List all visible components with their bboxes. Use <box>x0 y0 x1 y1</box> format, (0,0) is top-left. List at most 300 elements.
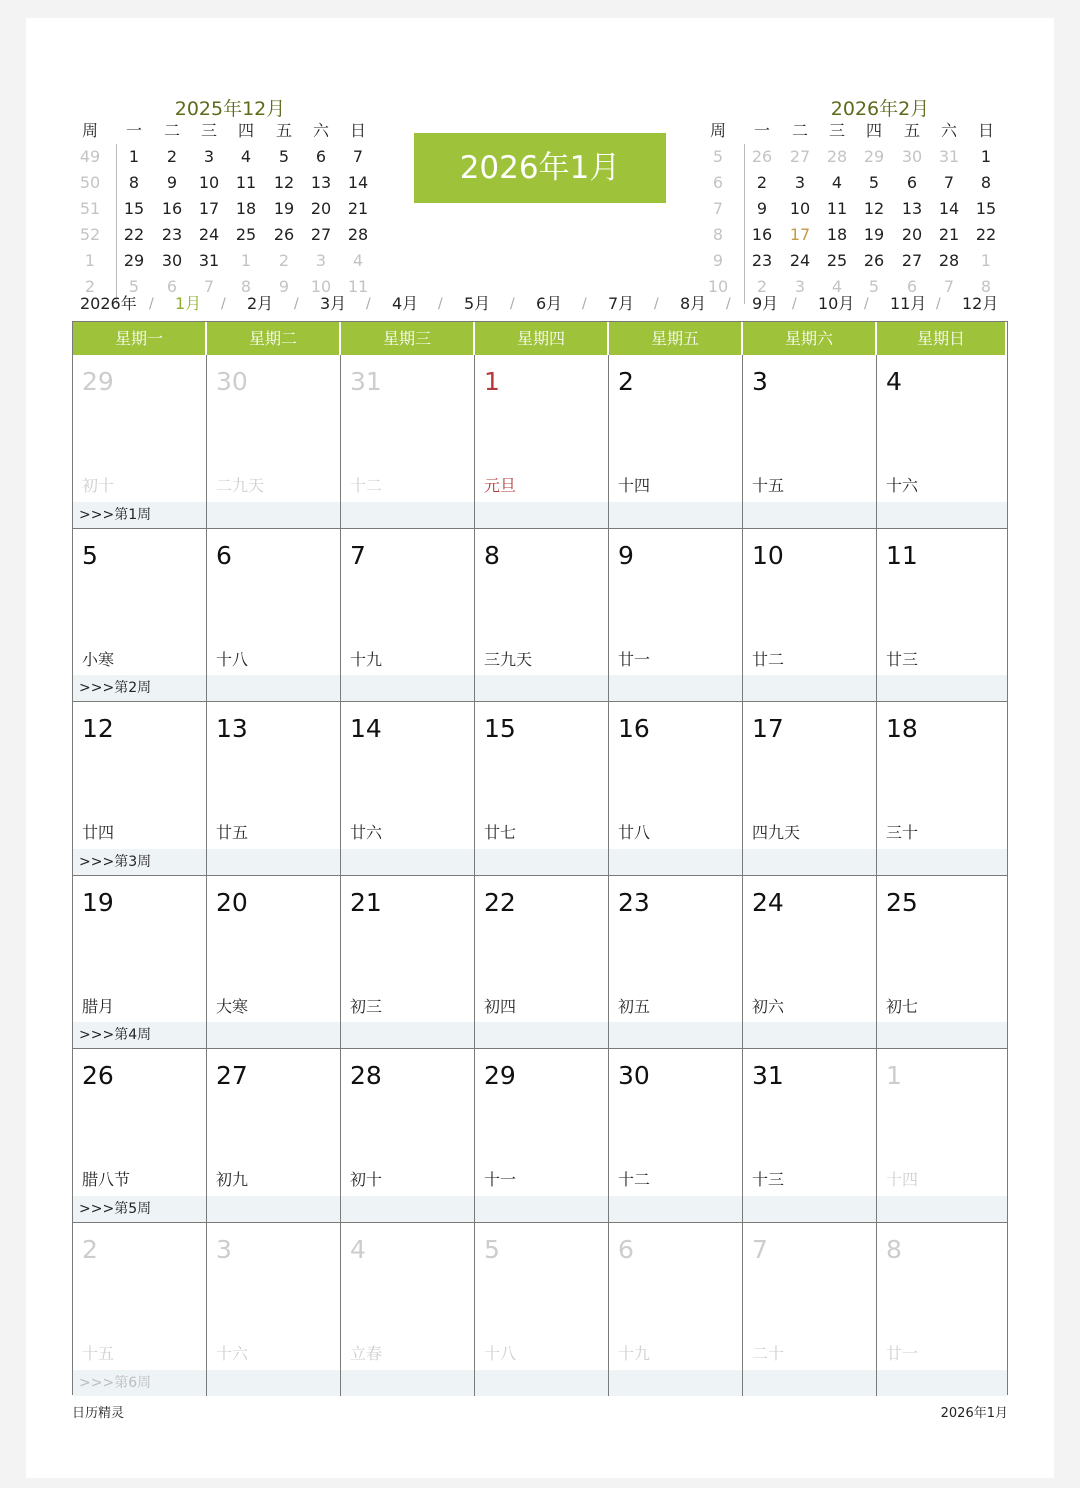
week-band <box>877 1370 1007 1396</box>
mini-day: 17 <box>789 225 811 244</box>
lunar-date: 初三 <box>350 996 383 1016</box>
mini-day: 16 <box>161 199 183 218</box>
weekday-header: 星期二 <box>207 322 341 355</box>
lunar-date: 大寒 <box>216 996 249 1016</box>
lunar-date: 初十 <box>350 1170 383 1189</box>
nav-month-link[interactable]: 7月 <box>608 294 635 313</box>
mini-day: 24 <box>789 251 811 270</box>
mini-weekday-label: 一 <box>125 121 142 140</box>
day-number: 25 <box>886 887 918 917</box>
mini-day: 9 <box>756 199 768 218</box>
weekday-header: 星期五 <box>609 322 743 355</box>
mini-day: 11 <box>347 277 369 296</box>
mini-day: 14 <box>938 199 960 218</box>
mini-day: 10 <box>310 277 332 296</box>
day-number: 7 <box>752 1234 768 1264</box>
week-band <box>207 1196 340 1222</box>
lunar-date: 腊月 <box>82 996 115 1016</box>
nav-month-link[interactable]: 11月 <box>890 294 927 313</box>
nav-month-link[interactable]: 12月 <box>962 294 999 313</box>
mini-day: 7 <box>203 277 215 296</box>
mini-day: 7 <box>943 277 955 296</box>
mini-week-number: 49 <box>79 147 101 166</box>
mini-day: 21 <box>347 199 369 218</box>
mini-day: 10 <box>789 199 811 218</box>
mini-calendar-week-row <box>704 196 1004 222</box>
day-cell[interactable] <box>877 529 1007 703</box>
day-cell[interactable] <box>609 355 743 529</box>
mini-day: 12 <box>863 199 885 218</box>
mini-day: 28 <box>347 225 369 244</box>
mini-day: 5 <box>128 277 140 296</box>
nav-separator: / <box>864 296 869 312</box>
calendar-page <box>26 18 1054 1478</box>
day-cell[interactable] <box>475 1223 609 1397</box>
mini-day: 8 <box>240 277 252 296</box>
day-cell[interactable] <box>743 1223 877 1397</box>
mini-weekday-label: 四 <box>237 121 254 140</box>
nav-month-link[interactable]: 10月 <box>818 294 855 313</box>
day-number: 4 <box>350 1234 366 1264</box>
day-cell[interactable] <box>609 1223 743 1397</box>
mini-day: 15 <box>975 199 997 218</box>
nav-month-link[interactable]: 9月 <box>752 294 779 313</box>
lunar-date: 廿四 <box>82 823 115 842</box>
lunar-date: 十六 <box>886 476 919 495</box>
mini-week-number: 9 <box>712 251 724 270</box>
day-cell[interactable] <box>877 876 1007 1050</box>
nav-separator: / <box>582 296 587 312</box>
mini-day: 29 <box>123 251 145 270</box>
lunar-date: 小寒 <box>82 649 115 669</box>
day-cell[interactable] <box>609 529 743 703</box>
week-band <box>207 1370 340 1396</box>
mini-day: 29 <box>863 147 885 166</box>
week-band <box>475 1022 608 1048</box>
lunar-date: 十九 <box>618 1343 651 1363</box>
mini-day: 27 <box>901 251 923 270</box>
day-cell[interactable] <box>609 876 743 1050</box>
lunar-date: 十六 <box>216 1343 249 1363</box>
week-band <box>877 1196 1007 1222</box>
nav-separator: / <box>366 296 371 312</box>
day-cell[interactable] <box>73 702 207 876</box>
lunar-date: 初四 <box>484 996 517 1016</box>
day-cell[interactable] <box>207 529 341 703</box>
nav-separator: / <box>792 296 797 312</box>
day-number: 4 <box>886 367 902 396</box>
day-number: 2 <box>618 367 634 396</box>
day-cell[interactable] <box>475 529 609 703</box>
day-number: 5 <box>82 540 98 570</box>
week-band <box>475 849 608 875</box>
mini-weekday-label: 四 <box>865 121 882 140</box>
mini-day: 19 <box>863 225 885 244</box>
mini-calendar-week-row <box>76 222 376 248</box>
mini-calendar-week-row <box>704 144 1004 170</box>
mini-day: 5 <box>278 147 290 166</box>
week-band <box>475 1370 608 1396</box>
day-cell[interactable] <box>73 355 207 529</box>
day-number: 3 <box>752 367 768 396</box>
week-band <box>207 675 340 701</box>
mini-calendar-week-row <box>76 144 376 170</box>
week-band <box>609 849 742 875</box>
mini-day: 27 <box>789 147 811 166</box>
lunar-date: 十二 <box>350 476 383 495</box>
mini-week-number: 7 <box>712 199 724 218</box>
week-band <box>207 502 340 528</box>
week-band <box>475 1196 608 1222</box>
mini-week-number: 5 <box>712 147 724 166</box>
mini-day: 12 <box>273 173 295 192</box>
mini-day: 8 <box>980 277 992 296</box>
day-cell[interactable] <box>743 355 877 529</box>
week-number-label: >>>第2周 <box>79 680 152 696</box>
nav-month-link[interactable]: 4月 <box>392 294 419 313</box>
mini-day: 6 <box>315 147 327 166</box>
mini-day: 22 <box>123 225 145 244</box>
week-number-label: >>>第3周 <box>79 853 152 870</box>
mini-day: 7 <box>352 147 364 166</box>
week-band <box>207 849 340 875</box>
day-cell[interactable] <box>341 1049 475 1223</box>
day-number: 18 <box>886 714 918 743</box>
day-cell[interactable] <box>207 702 341 876</box>
week-band <box>341 502 474 528</box>
nav-month-link[interactable]: 3月 <box>320 294 347 313</box>
footer-brand: 日历精灵 <box>72 1406 125 1421</box>
mini-day: 3 <box>794 173 806 192</box>
day-cell[interactable] <box>743 529 877 703</box>
mini-day: 11 <box>826 199 848 218</box>
mini-week-number: 51 <box>79 199 101 218</box>
day-number: 8 <box>886 1234 902 1264</box>
day-cell[interactable] <box>877 702 1007 876</box>
nav-month-link[interactable]: 8月 <box>680 294 707 313</box>
day-number: 1 <box>484 367 500 396</box>
mini-day: 14 <box>347 173 369 192</box>
day-number: 31 <box>350 367 382 396</box>
mini-day: 6 <box>166 277 178 296</box>
day-number: 30 <box>216 367 248 396</box>
mini-day: 4 <box>352 251 364 270</box>
mini-day: 23 <box>751 251 773 270</box>
nav-month-link[interactable]: 2月 <box>247 294 274 313</box>
day-number: 17 <box>752 714 784 743</box>
nav-separator: / <box>221 296 226 312</box>
day-number: 31 <box>752 1061 784 1090</box>
mini-week-number: 2 <box>84 277 96 296</box>
day-number: 8 <box>484 540 500 570</box>
day-number: 21 <box>350 887 382 917</box>
weekday-header: 星期三 <box>341 322 475 355</box>
mini-calendar-header-row <box>704 118 1004 144</box>
mini-day: 18 <box>235 199 257 218</box>
day-number: 12 <box>82 714 114 743</box>
day-number: 22 <box>484 887 516 917</box>
week-band <box>341 849 474 875</box>
week-band <box>475 502 608 528</box>
day-number: 3 <box>216 1234 232 1264</box>
mini-day: 20 <box>901 225 923 244</box>
mini-day: 26 <box>273 225 295 244</box>
day-cell[interactable] <box>73 529 207 703</box>
mini-calendar-week-row <box>76 196 376 222</box>
week-band <box>743 502 876 528</box>
day-number: 2 <box>82 1234 98 1264</box>
mini-day: 8 <box>980 173 992 192</box>
week-band <box>877 849 1007 875</box>
day-cell[interactable] <box>341 876 475 1050</box>
lunar-date: 廿八 <box>618 823 651 842</box>
lunar-date: 廿七 <box>484 823 517 842</box>
day-number: 24 <box>752 887 784 917</box>
mini-day: 2 <box>166 147 178 166</box>
day-number: 23 <box>618 887 650 917</box>
nav-year: 2026年 <box>80 294 137 313</box>
day-cell[interactable] <box>73 876 207 1050</box>
mini-day: 26 <box>863 251 885 270</box>
mini-calendar-week-row <box>704 170 1004 196</box>
lunar-date: 廿一 <box>886 1343 919 1363</box>
day-cell[interactable] <box>73 1223 207 1397</box>
mini-week-number: 52 <box>79 225 101 244</box>
day-number: 5 <box>484 1234 500 1264</box>
lunar-date: 二九天 <box>216 476 265 495</box>
week-number-label: >>>第4周 <box>79 1027 152 1043</box>
lunar-date: 廿二 <box>752 649 785 669</box>
day-number: 20 <box>216 887 248 917</box>
day-cell[interactable] <box>743 876 877 1050</box>
week-band <box>743 849 876 875</box>
mini-day: 1 <box>240 251 252 270</box>
week-band <box>341 1370 474 1396</box>
mini-day: 26 <box>751 147 773 166</box>
nav-separator: / <box>149 296 154 312</box>
day-number: 7 <box>350 540 366 570</box>
mini-day: 6 <box>906 173 918 192</box>
day-cell[interactable] <box>207 876 341 1050</box>
lunar-date: 十九 <box>350 649 383 669</box>
week-band <box>475 675 608 701</box>
lunar-date: 十二 <box>618 1170 651 1189</box>
week-band <box>341 675 474 701</box>
day-cell[interactable] <box>877 1049 1007 1223</box>
mini-weekday-label: 日 <box>349 121 366 140</box>
mini-day: 25 <box>826 251 848 270</box>
lunar-date: 廿六 <box>350 823 383 842</box>
day-number: 29 <box>484 1061 516 1090</box>
mini-day: 24 <box>198 225 220 244</box>
mini-day: 31 <box>198 251 220 270</box>
day-cell[interactable] <box>609 702 743 876</box>
lunar-date: 十四 <box>886 1170 919 1189</box>
mini-day: 8 <box>128 173 140 192</box>
mini-day: 7 <box>943 173 955 192</box>
mini-weekday-label: 三 <box>200 121 217 140</box>
week-band <box>609 1196 742 1222</box>
mini-calendar-title: 2026年2月 <box>830 98 930 120</box>
day-cell[interactable] <box>609 1049 743 1223</box>
mini-weekday-label: 周 <box>709 121 726 140</box>
week-band <box>743 1370 876 1396</box>
nav-separator: / <box>726 296 731 312</box>
week-band <box>877 1022 1007 1048</box>
week-band <box>341 1196 474 1222</box>
mini-day: 5 <box>868 173 880 192</box>
lunar-date: 十三 <box>752 1170 785 1189</box>
week-number-label: >>>第1周 <box>79 506 152 523</box>
day-number: 9 <box>618 540 634 570</box>
lunar-date: 元旦 <box>484 476 517 495</box>
mini-weekday-label: 二 <box>791 121 808 140</box>
day-cell[interactable] <box>743 702 877 876</box>
nav-separator: / <box>654 296 659 312</box>
mini-day: 23 <box>161 225 183 244</box>
day-cell[interactable] <box>341 1223 475 1397</box>
mini-calendar-title: 2025年12月 <box>174 98 286 120</box>
mini-calendar-week-row <box>704 248 1004 274</box>
day-number: 1 <box>886 1061 902 1090</box>
mini-day: 2 <box>756 277 768 296</box>
mini-day: 22 <box>975 225 997 244</box>
mini-day: 9 <box>278 277 290 296</box>
week-band <box>341 1022 474 1048</box>
mini-day: 28 <box>938 251 960 270</box>
day-cell[interactable] <box>207 355 341 529</box>
mini-day: 25 <box>235 225 257 244</box>
mini-day: 17 <box>198 199 220 218</box>
mini-day: 16 <box>751 225 773 244</box>
mini-weekday-label: 六 <box>940 121 957 140</box>
mini-day: 5 <box>868 277 880 296</box>
day-cell[interactable] <box>475 355 609 529</box>
mini-day: 9 <box>166 173 178 192</box>
lunar-date: 初六 <box>752 996 785 1016</box>
day-number: 15 <box>484 714 516 743</box>
day-cell[interactable] <box>475 702 609 876</box>
month-grid <box>72 321 1008 1395</box>
week-band <box>609 1022 742 1048</box>
day-cell[interactable] <box>743 1049 877 1223</box>
lunar-date: 立春 <box>350 1343 383 1363</box>
day-number: 6 <box>216 540 232 570</box>
lunar-date: 十八 <box>484 1343 517 1363</box>
week-band <box>609 675 742 701</box>
nav-month-link[interactable]: 1月 <box>175 294 202 313</box>
nav-separator: / <box>936 296 941 312</box>
nav-month-link[interactable]: 6月 <box>536 294 563 313</box>
lunar-date: 初五 <box>618 996 651 1016</box>
week-band <box>609 1370 742 1396</box>
weekday-header: 星期日 <box>877 322 1007 355</box>
day-cell[interactable] <box>877 1223 1007 1397</box>
day-cell[interactable] <box>73 1049 207 1223</box>
mini-week-number: 10 <box>707 277 729 296</box>
mini-day: 6 <box>906 277 918 296</box>
week-band <box>743 675 876 701</box>
day-cell[interactable] <box>341 702 475 876</box>
mini-day: 3 <box>794 277 806 296</box>
lunar-date: 三十 <box>886 823 919 842</box>
mini-day: 21 <box>938 225 960 244</box>
mini-calendar-week-row <box>76 248 376 274</box>
day-cell[interactable] <box>341 529 475 703</box>
week-band <box>609 502 742 528</box>
day-number: 11 <box>886 540 918 570</box>
week-band <box>877 675 1007 701</box>
lunar-date: 三九天 <box>484 649 533 669</box>
mini-day: 11 <box>235 173 257 192</box>
mini-day: 10 <box>198 173 220 192</box>
day-number: 28 <box>350 1061 382 1090</box>
nav-month-link[interactable]: 5月 <box>464 294 491 313</box>
day-cell[interactable] <box>475 876 609 1050</box>
mini-week-number: 6 <box>712 173 724 192</box>
day-cell[interactable] <box>475 1049 609 1223</box>
mini-day: 19 <box>273 199 295 218</box>
month-navigation <box>80 292 1010 316</box>
day-cell[interactable] <box>207 1049 341 1223</box>
mini-day: 4 <box>831 277 843 296</box>
current-month-title: 2026年1月 <box>414 133 666 203</box>
mini-weekday-label: 二 <box>163 121 180 140</box>
mini-day: 1 <box>980 251 992 270</box>
mini-day: 1 <box>128 147 140 166</box>
week-number-label: >>>第6周 <box>79 1375 152 1391</box>
day-number: 13 <box>216 714 248 743</box>
mini-day: 4 <box>831 173 843 192</box>
day-cell[interactable] <box>207 1223 341 1397</box>
lunar-date: 初十 <box>82 476 115 495</box>
mini-week-number: 8 <box>712 225 724 244</box>
mini-week-number: 1 <box>84 251 96 270</box>
week-band <box>743 1196 876 1222</box>
mini-day: 13 <box>310 173 332 192</box>
day-cell[interactable] <box>877 355 1007 529</box>
week-number-label: >>>第5周 <box>79 1200 152 1217</box>
lunar-date: 廿一 <box>618 649 651 669</box>
day-number: 14 <box>350 714 382 743</box>
week-band <box>743 1022 876 1048</box>
nav-separator: / <box>438 296 443 312</box>
day-number: 30 <box>618 1061 650 1090</box>
mini-day: 18 <box>826 225 848 244</box>
lunar-date: 初九 <box>216 1170 249 1189</box>
day-cell[interactable] <box>341 355 475 529</box>
weekday-header: 星期四 <box>475 322 609 355</box>
mini-day: 15 <box>123 199 145 218</box>
day-number: 27 <box>216 1061 248 1090</box>
mini-day: 13 <box>901 199 923 218</box>
day-number: 19 <box>82 887 114 917</box>
lunar-date: 廿五 <box>216 823 249 842</box>
lunar-date: 廿三 <box>886 649 919 669</box>
mini-weekday-label: 五 <box>275 121 292 140</box>
week-band <box>877 502 1007 528</box>
mini-calendar-header-row <box>76 118 376 144</box>
lunar-date: 十四 <box>618 476 651 495</box>
lunar-date: 初七 <box>886 996 919 1016</box>
lunar-date: 二十 <box>752 1343 785 1363</box>
mini-day: 3 <box>203 147 215 166</box>
day-number: 16 <box>618 714 650 743</box>
mini-day: 2 <box>278 251 290 270</box>
day-number: 10 <box>752 540 784 570</box>
mini-weekday-label: 一 <box>753 121 770 140</box>
mini-day: 1 <box>980 147 992 166</box>
